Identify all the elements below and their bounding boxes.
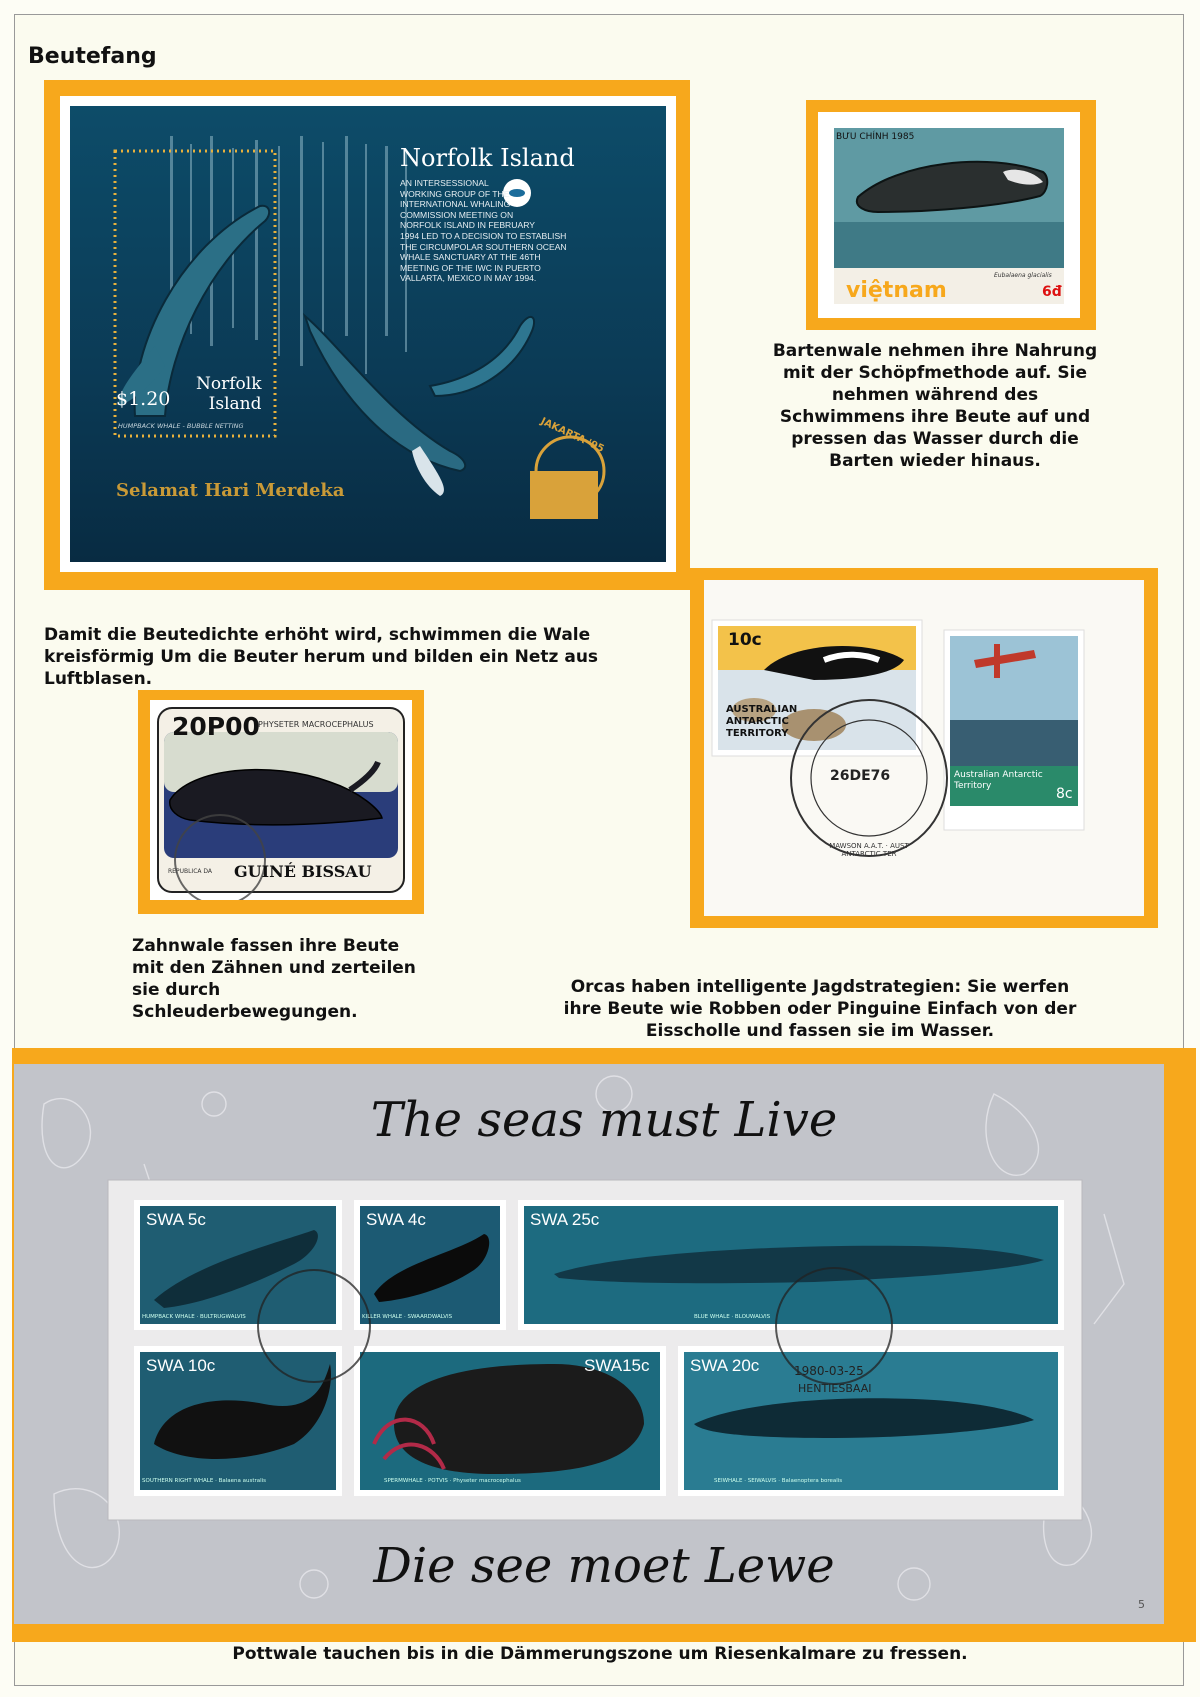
swa-stamp-caption-10c: SOUTHERN RIGHT WHALE · Balaena australis	[142, 1478, 267, 1484]
norfolk-info-line: WORKING GROUP OF THE	[400, 188, 510, 199]
page-title: Beutefang	[28, 44, 157, 69]
vietnam-value: 6đ	[1042, 284, 1062, 300]
vietnam-stamp	[818, 112, 1080, 318]
expo-label: JAKARTA '95	[538, 416, 606, 455]
caption-toothed: Zahnwale fassen ihre Beute mit den Zähnen und zerteilen sie durch Schleuderbewegungen.	[132, 936, 416, 1022]
caption-bubble-net: Damit die Beutedichte erhöht wird, schwimmen die Wale kreisförmig Um die Beuter herum und bilden ein Netz aus Luftblasen.	[44, 625, 599, 689]
aat-postmark-date: 26DE76	[830, 768, 891, 784]
norfolk-info-line: NORFOLK ISLAND IN FEBRUARY	[400, 220, 535, 231]
guinea-value: 20P00	[172, 712, 260, 741]
aat-postmark-ring: MAWSON A.A.T. · AUST ANTARCTIC TER	[829, 842, 909, 858]
norfolk-info-text	[400, 178, 590, 284]
norfolk-info-line: COMMISSION MEETING ON	[400, 209, 514, 220]
swa-title-bottom: Die see moet Lewe	[373, 1538, 835, 1594]
swa-stamp-caption-15c: SPERMWHALE · POTVIS · Physeter macrocephalus	[384, 1478, 521, 1484]
norfolk-info-line: WHALE SANCTUARY AT THE 46TH	[400, 252, 541, 263]
norfolk-stamp-country-line2: Island	[208, 394, 262, 414]
norfolk-stamp-country	[196, 374, 262, 414]
swa-stamp-caption-20c: SEIWHALE · SEIWALVIS · Balaenoptera borealis	[714, 1478, 843, 1484]
aat-cover-art	[704, 580, 1144, 916]
aat-orca-country	[726, 704, 797, 740]
guinea-country: GUINÉ BISSAU	[234, 862, 372, 881]
swa-sheet	[14, 1064, 1164, 1624]
guinea-species: PHYSETER MACROCEPHALUS	[258, 720, 374, 729]
norfolk-info-line: THE CIRCUMPOLAR SOUTHERN OCEAN	[400, 241, 567, 252]
norfolk-info-line: INTERNATIONAL WHALING	[400, 199, 511, 210]
swa-title-top: The seas must Live	[370, 1092, 838, 1148]
caption-orca: Orcas haben intelligente Jagdstrategien: Sie werfen ihre Beute wie Robben oder Pinguine Einfach von der Eisscholle und fassen sie im Wasser.	[563, 977, 1077, 1041]
norfolk-stamp-value: $1.20	[116, 388, 171, 410]
swa-stamp-caption-4c: KILLER WHALE · SWAARDWALVIS	[362, 1314, 453, 1320]
page-number: 5	[1138, 1598, 1145, 1611]
swa-stamp-caption-5c: HUMPBACK WHALE · BULTRUGWALVIS	[142, 1314, 246, 1320]
aat-cover	[704, 580, 1144, 916]
vietnam-header: BƯU CHÍNH 1985	[836, 132, 915, 142]
norfolk-stamp-caption: HUMPBACK WHALE - BUBBLE NETTING	[118, 422, 244, 430]
norfolk-sheet	[60, 96, 676, 572]
norfolk-country-title: Norfolk Island	[400, 144, 575, 172]
norfolk-info-line: AN INTERSESSIONAL	[400, 178, 489, 188]
norfolk-info-line: VALLARTA, MEXICO IN MAY 1994.	[400, 273, 537, 284]
norfolk-info-line: 1994 LED TO A DECISION TO ESTABLISH	[400, 230, 567, 241]
swa-stamp-caption-25c: BLUE WHALE · BLOUWALVIS	[694, 1314, 771, 1320]
aat-orca-country-line3: TERRITORY	[726, 728, 789, 739]
swa-stamp-value-25c: SWA 25c	[530, 1210, 600, 1229]
norfolk-footer: Selamat Hari Merdeka	[116, 480, 345, 501]
caption-baleen: Bartenwale nehmen ihre Nahrung mit der Schöpfmethode auf. Sie nehmen während des Schwimmens ihre Beute auf und pressen das Wasser durch die Barten wieder hinaus.	[772, 341, 1098, 471]
swa-postmark-date: 1980-03-25	[794, 1364, 864, 1378]
caption-sperm-whale: Pottwale tauchen bis in die Dämmerungszone um Riesenkalmare zu fressen.	[232, 1644, 968, 1664]
aat-orca-country-line1: AUSTRALIAN	[726, 704, 798, 715]
vietnam-country: việtnam	[846, 278, 947, 303]
swa-postmark-place: HENTIESBAAI	[798, 1382, 872, 1395]
swa-stamp-value-5c: SWA 5c	[146, 1210, 206, 1229]
swa-stamp-value-4c: SWA 4c	[366, 1210, 426, 1229]
vietnam-species: Eubalaena glacialis	[994, 272, 1052, 279]
guinea-country-prefix: REPUBLICA DA	[168, 868, 213, 875]
swa-stamp-value-10c: SWA 10c	[146, 1356, 216, 1375]
swa-stamp-value-20c: SWA 20c	[690, 1356, 760, 1375]
aat-plane-value: 8c	[1056, 786, 1073, 802]
norfolk-info-line: MEETING OF THE IWC IN PUERTO	[400, 262, 541, 273]
aat-orca-country-line2: ANTARCTIC	[726, 716, 789, 727]
aat-plane-country: Australian Antarctic Territory	[954, 770, 1043, 791]
guinea-stamp	[150, 700, 412, 900]
norfolk-stamp-country-line1: Norfolk	[196, 374, 262, 394]
swa-stamp-value-15c: SWA15c	[584, 1356, 650, 1375]
aat-orca-value: 10c	[728, 630, 762, 650]
